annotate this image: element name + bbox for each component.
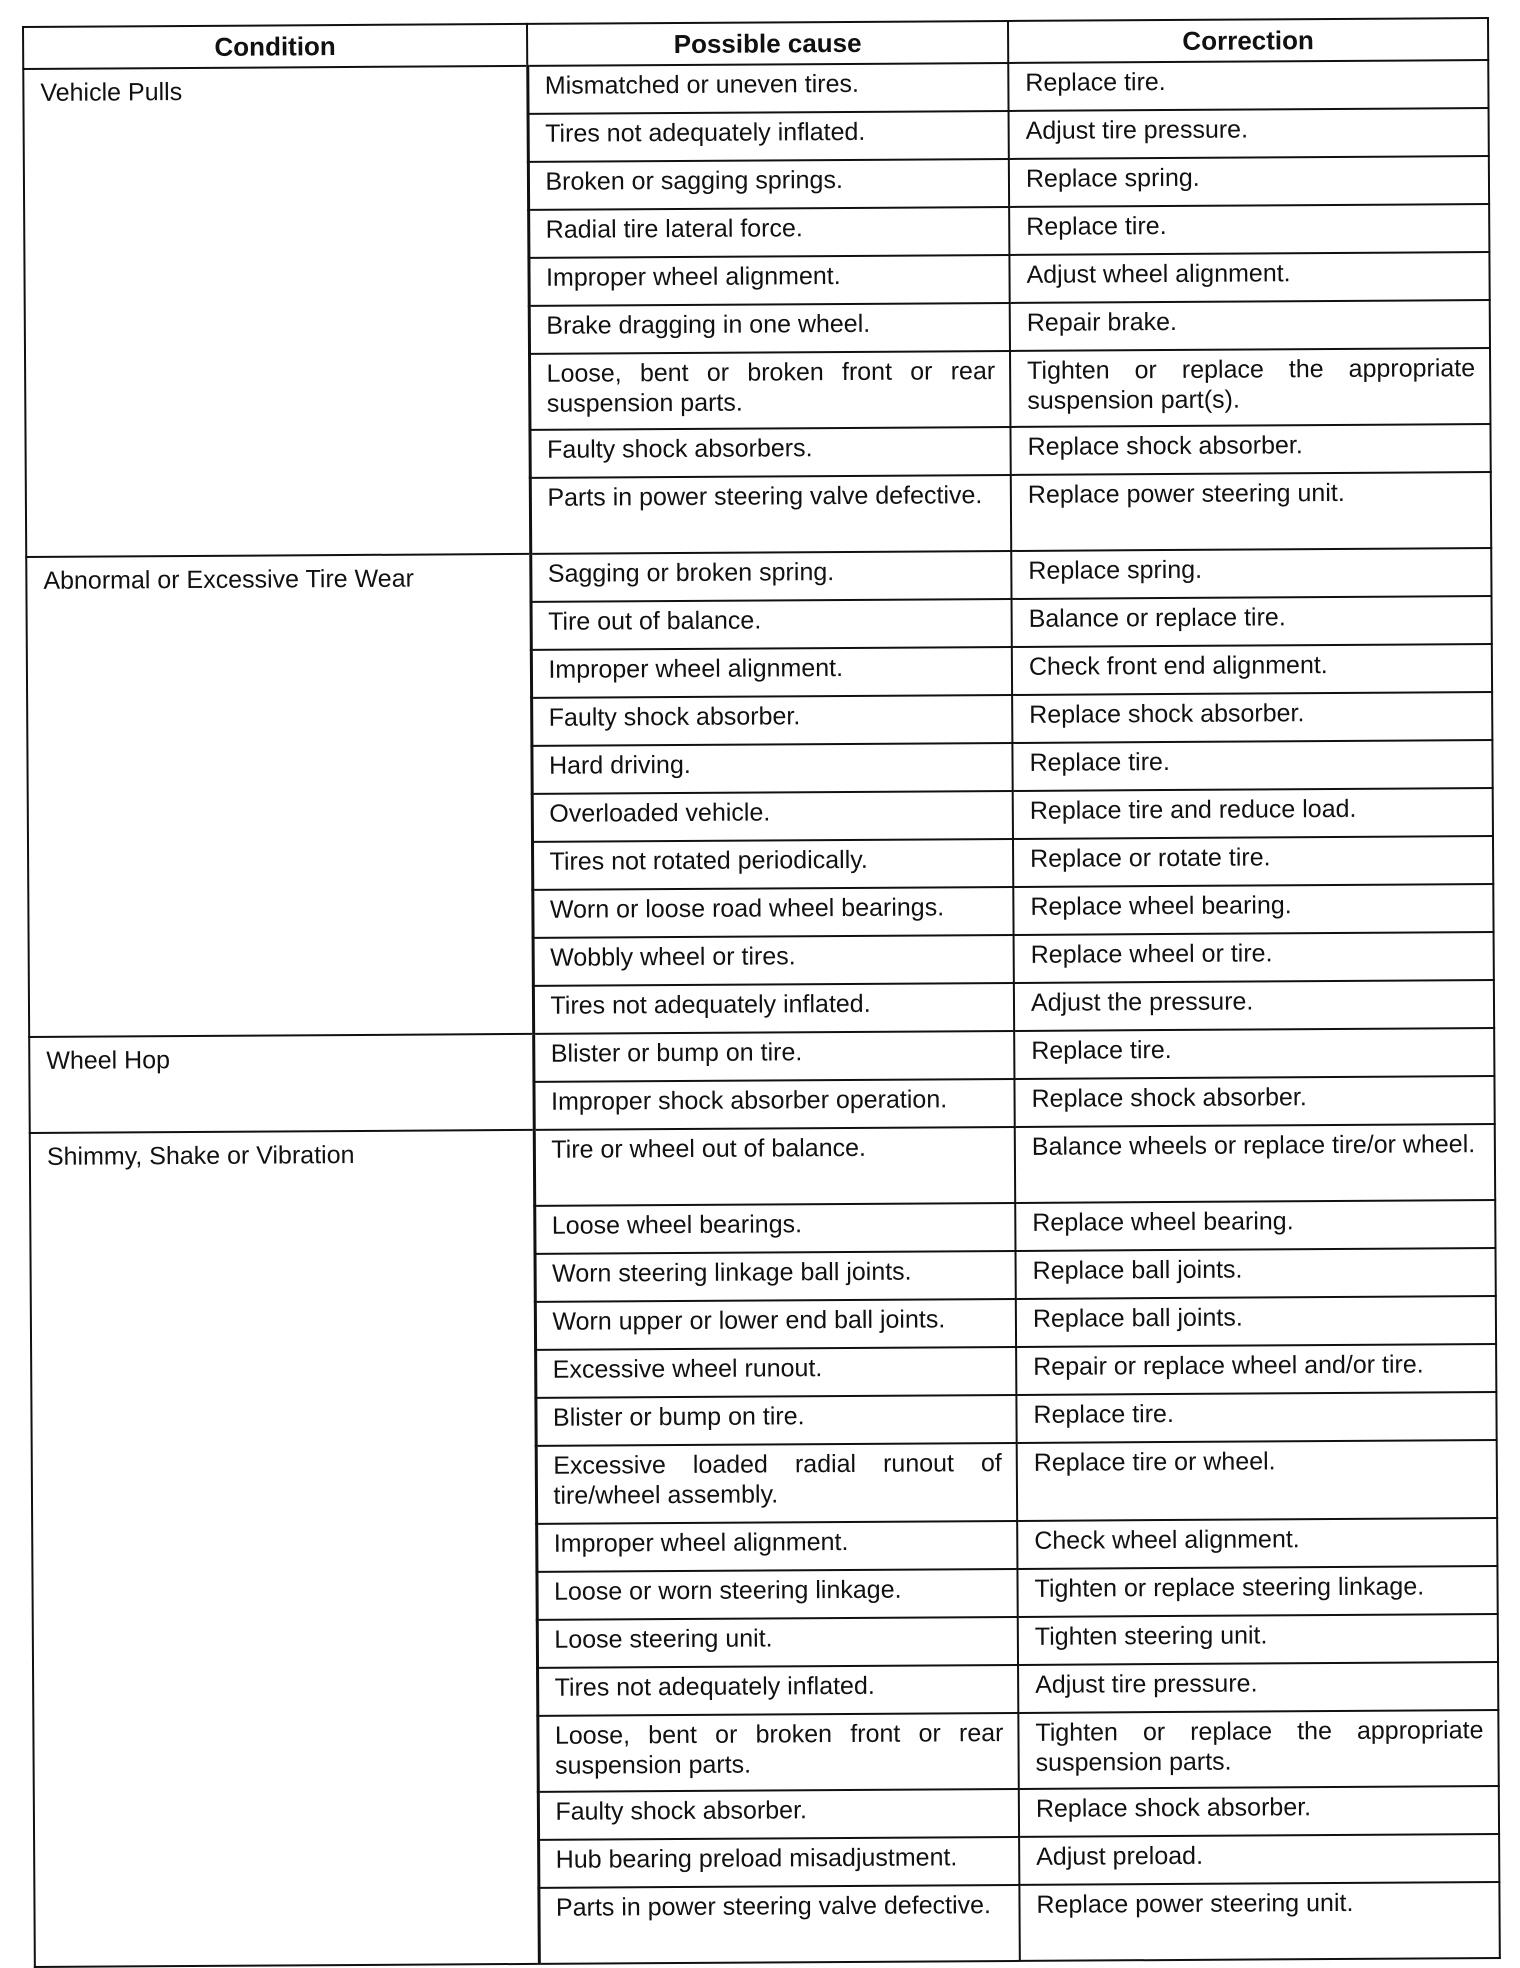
correction-cell: Adjust the pressure. — [1014, 980, 1494, 1031]
possible-cause-cell: Blister or bump on tire. — [535, 1395, 1016, 1446]
correction-cell: Replace shock absorber. — [1010, 424, 1490, 475]
correction-cell: Tighten or replace the appropriate suspension parts. — [1018, 1710, 1498, 1789]
possible-cause-cell: Worn or loose road wheel bearings. — [532, 887, 1013, 938]
correction-cell: Balance or replace tire. — [1012, 596, 1492, 647]
correction-cell: Replace shock absorber. — [1019, 1786, 1499, 1837]
correction-cell: Replace ball joints. — [1016, 1296, 1496, 1347]
correction-cell: Tighten or replace the appropriate suspension part(s). — [1010, 348, 1490, 427]
possible-cause-cell: Parts in power steering valve defective. — [538, 1885, 1019, 1964]
possible-cause-cell: Faulty shock absorber. — [531, 695, 1012, 746]
correction-cell: Replace wheel or tire. — [1014, 932, 1494, 983]
possible-cause-cell: Faulty shock absorbers. — [529, 427, 1010, 478]
possible-cause-cell: Faulty shock absorber. — [538, 1789, 1019, 1840]
correction-cell: Replace power steering unit. — [1011, 472, 1491, 551]
possible-cause-cell: Loose, bent or broken front or rear suspension parts. — [537, 1713, 1018, 1792]
correction-cell: Adjust tire pressure. — [1018, 1662, 1498, 1713]
possible-cause-cell: Tires not adequately inflated. — [537, 1665, 1018, 1716]
possible-cause-cell: Improper wheel alignment. — [528, 255, 1009, 306]
correction-cell: Replace spring. — [1011, 548, 1491, 599]
correction-cell: Replace spring. — [1009, 156, 1489, 207]
correction-cell: Replace ball joints. — [1016, 1248, 1496, 1299]
possible-cause-cell: Parts in power steering valve defective. — [530, 475, 1011, 554]
correction-cell: Replace shock absorber. — [1014, 1076, 1494, 1127]
header-condition: Condition — [23, 24, 527, 69]
possible-cause-cell: Loose, bent or broken front or rear suspension parts. — [529, 351, 1010, 430]
troubleshooting-table — [22, 17, 1501, 1968]
possible-cause-cell: Tire or wheel out of balance. — [534, 1127, 1015, 1206]
correction-cell: Replace wheel bearing. — [1015, 1200, 1495, 1251]
correction-cell: Replace or rotate tire. — [1013, 836, 1493, 887]
possible-cause-cell: Sagging or broken spring. — [530, 551, 1011, 602]
possible-cause-cell: Worn upper or lower end ball joints. — [535, 1299, 1016, 1350]
possible-cause-cell: Tires not adequately inflated. — [533, 983, 1014, 1034]
correction-cell: Balance wheels or replace tire/or wheel. — [1015, 1124, 1495, 1203]
correction-cell: Repair or replace wheel and/or tire. — [1016, 1344, 1496, 1395]
possible-cause-cell: Worn steering linkage ball joints. — [535, 1251, 1016, 1302]
possible-cause-cell: Hub bearing preload misadjustment. — [538, 1837, 1019, 1888]
possible-cause-cell: Improper shock absorber operation. — [533, 1079, 1014, 1130]
possible-cause-cell: Loose steering unit. — [537, 1617, 1018, 1668]
possible-cause-cell: Tire out of balance. — [531, 599, 1012, 650]
correction-cell: Replace tire. — [1008, 60, 1488, 111]
possible-cause-cell: Radial tire lateral force. — [528, 207, 1009, 258]
possible-cause-cell: Overloaded vehicle. — [532, 791, 1013, 842]
correction-cell: Replace power steering unit. — [1019, 1882, 1499, 1961]
correction-cell: Adjust wheel alignment. — [1009, 252, 1489, 303]
correction-cell: Adjust tire pressure. — [1009, 108, 1489, 159]
condition-cell: Shimmy, Shake or Vibration — [30, 1130, 539, 1967]
possible-cause-cell: Mismatched or uneven tires. — [527, 63, 1008, 114]
correction-cell: Check front end alignment. — [1012, 644, 1492, 695]
troubleshooting-sheet — [22, 24, 1498, 1922]
header-possible-cause: Possible cause — [527, 21, 1008, 66]
correction-cell: Replace tire. — [1014, 1028, 1494, 1079]
correction-cell: Replace tire or wheel. — [1017, 1440, 1497, 1521]
correction-cell: Replace wheel bearing. — [1013, 884, 1493, 935]
possible-cause-cell: Tires not rotated periodically. — [532, 839, 1013, 890]
possible-cause-cell: Brake dragging in one wheel. — [529, 303, 1010, 354]
correction-cell: Check wheel alignment. — [1017, 1518, 1497, 1569]
correction-cell: Tighten steering unit. — [1018, 1614, 1498, 1665]
correction-cell: Adjust preload. — [1019, 1834, 1499, 1885]
possible-cause-cell: Hard driving. — [531, 743, 1012, 794]
correction-cell: Repair brake. — [1010, 300, 1490, 351]
correction-cell: Replace tire. — [1012, 740, 1492, 791]
possible-cause-cell: Wobbly wheel or tires. — [533, 935, 1014, 986]
possible-cause-cell: Improper wheel alignment. — [536, 1521, 1017, 1572]
possible-cause-cell: Loose or worn steering linkage. — [536, 1569, 1017, 1620]
possible-cause-cell: Tires not adequately inflated. — [528, 111, 1009, 162]
possible-cause-cell: Excessive loaded radial runout of tire/wheel assembly. — [536, 1443, 1017, 1524]
table-body — [23, 60, 1500, 1967]
possible-cause-cell: Improper wheel alignment. — [531, 647, 1012, 698]
condition-cell: Abnormal or Excessive Tire Wear — [26, 554, 533, 1037]
condition-cell: Wheel Hop — [29, 1034, 534, 1133]
correction-cell: Replace tire and reduce load. — [1013, 788, 1493, 839]
correction-cell: Tighten or replace steering linkage. — [1017, 1566, 1497, 1617]
condition-cell: Vehicle Pulls — [23, 66, 530, 557]
possible-cause-cell: Excessive wheel runout. — [535, 1347, 1016, 1398]
possible-cause-cell: Broken or sagging springs. — [528, 159, 1009, 210]
correction-cell: Replace shock absorber. — [1012, 692, 1492, 743]
table-row — [30, 1124, 1495, 1209]
possible-cause-cell: Loose wheel bearings. — [534, 1203, 1015, 1254]
correction-cell: Replace tire. — [1016, 1392, 1496, 1443]
correction-cell: Replace tire. — [1009, 204, 1489, 255]
header-correction: Correction — [1008, 18, 1488, 63]
possible-cause-cell: Blister or bump on tire. — [533, 1031, 1014, 1082]
